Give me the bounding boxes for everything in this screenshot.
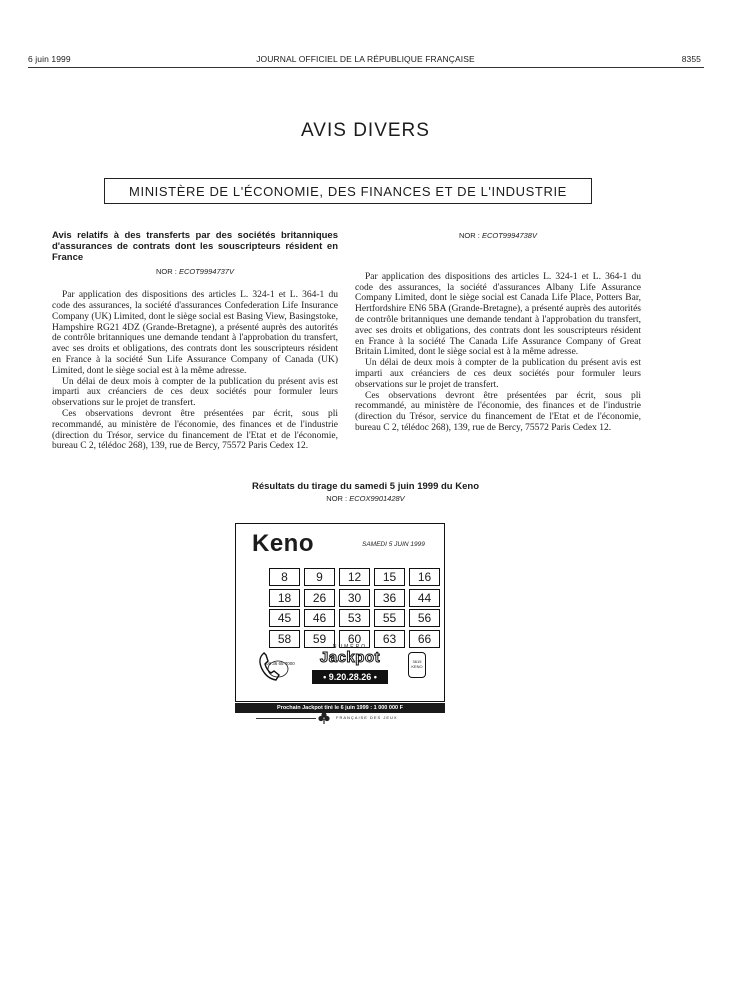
- paragraph: Par application des dispositions des articles L. 324-1 et L. 364-1 du code des assurances, la société d'assurances Albany Life Assurance Company Limited, dont le siège social est Canada Life Place, Potters Bar, Hertfordshire EN6 5BA (Grande-Bretagne), a présenté auprès des autorités de contrôle britanniques une demande tendant à l'approbation du transfert, avec ses droits et obligations, des contrats dont les souscripteurs résident en France à la société The Canada Life Assurance Company of Great Britain Limited, dont le siège social est à la même adresse.: [355, 271, 641, 358]
- keno-card: [235, 523, 445, 702]
- keno-nor-reference: [0, 494, 731, 503]
- keno-number: 30: [339, 589, 370, 607]
- nor-code: ECOT9994737V: [178, 267, 234, 277]
- keno-number: 26: [304, 589, 335, 607]
- keno-number: 36: [374, 589, 405, 607]
- nor-label: NOR :: [459, 231, 480, 240]
- paragraph: Ces observations devront être présentées par écrit, sous pli recommandé, au ministère de l'économie, des finances et de l'industrie (direction du Trésor, service du financement de l'Etat et de l'économie, bureau C 2, télédoc 268), 139, rue de Bercy, 75572 Paris Cedex 12.: [355, 390, 641, 433]
- notice-left: [52, 231, 338, 452]
- header-rule: [28, 67, 704, 68]
- notice-title: Avis relatifs à des transferts par des sociétés britanniques d'assurances de contrats dont les souscripteurs résident en France: [52, 230, 338, 263]
- jackpot-logo: Jackpot: [319, 649, 381, 666]
- ministry-heading: [104, 178, 592, 204]
- keno-number: 55: [374, 609, 405, 627]
- divider: [256, 718, 316, 719]
- keno-number-grid: [269, 568, 440, 648]
- keno-number: 46: [304, 609, 335, 627]
- keno-number: 45: [269, 609, 300, 627]
- phone-number: 08 36 65 7000: [266, 661, 295, 666]
- keno-number: 18: [269, 589, 300, 607]
- nor-code: ECOX9901428V: [349, 494, 405, 503]
- jackpot-numbers: • 9.20.28.26 •: [312, 670, 388, 684]
- minitel-label: 3615 KENO: [411, 659, 423, 669]
- fdj-label: FRANÇAISE DES JEUX: [336, 715, 398, 720]
- keno-number: 58: [269, 630, 300, 648]
- journal-title: JOURNAL OFFICIEL DE LA RÉPUBLIQUE FRANÇAISE: [256, 54, 475, 64]
- paragraph: Un délai de deux mois à compter de la publication du présent avis est imparti aux créanciers de ces deux sociétés pour formuler leurs observations sur le projet de transfert.: [355, 358, 641, 390]
- keno-number: 16: [409, 568, 440, 586]
- minitel-icon: [408, 652, 426, 678]
- keno-title: Résultats du tirage du samedi 5 juin 1999 du Keno: [252, 481, 479, 492]
- paragraph: Un délai de deux mois à compter de la publication du présent avis est imparti aux créanciers de ces deux sociétés pour formuler leurs observations sur le projet de transfert.: [52, 376, 338, 409]
- nor-reference: [52, 267, 338, 278]
- numero-label: NUMÉRO: [332, 644, 368, 650]
- nor-code: ECOT9994738V: [481, 231, 537, 240]
- jackpot-banner: Prochain Jackpot tiré le 6 juin 1999 : 1 000 000 F: [235, 703, 445, 713]
- keno-logo: Keno: [252, 530, 314, 557]
- keno-number: 15: [374, 568, 405, 586]
- keno-number: 9: [304, 568, 335, 586]
- nor-label: NOR :: [156, 267, 177, 277]
- page-number: 8355: [681, 54, 701, 64]
- nor-label: NOR :: [326, 494, 348, 503]
- section-title: AVIS DIVERS: [301, 120, 430, 141]
- keno-number: 53: [339, 609, 370, 627]
- keno-number: 12: [339, 568, 370, 586]
- keno-number: 59: [304, 630, 335, 648]
- notice-right: [355, 231, 641, 434]
- jackpot-panel: [310, 644, 390, 686]
- keno-number: 8: [269, 568, 300, 586]
- header-date: 6 juin 1999: [28, 54, 71, 64]
- ministry-label: MINISTÈRE DE L'ÉCONOMIE, DES FINANCES ET DE L'INDUSTRIE: [129, 183, 567, 199]
- keno-number: 44: [409, 589, 440, 607]
- clover-logo-icon: [318, 712, 330, 724]
- paragraph: Ces observations devront être présentées par écrit, sous pli recommandé, au ministère de l'économie, des finances et de l'industrie (direction du Trésor, service du financement de l'Etat et de l'économie, bureau C 2, télédoc 268), 139, rue de Bercy, 75572 Paris Cedex 12.: [52, 408, 338, 452]
- keno-number: 63: [374, 630, 405, 648]
- keno-draw-date: SAMEDI 5 JUIN 1999: [362, 541, 425, 548]
- keno-number: 66: [409, 630, 440, 648]
- keno-number: 56: [409, 609, 440, 627]
- nor-reference: [355, 231, 641, 242]
- paragraph: Par application des dispositions des articles L. 324-1 et L. 364-1 du code des assurances, la société d'assurances Confederation Life Insurance Company (UK) Limited, dont le siège social est Basing View, Basingstoke, Hampshire RG21 4DZ (Grande-Bretagne), a présenté auprès des autorités de contrôle britanniques une demande tendant à l'approbation du transfert, avec ses droits et obligations, des contrats dont les souscripteurs résident en France à la société Sun Life Assurance Company of Canada (UK) Limited, dont le siège social est à la même adresse.: [52, 290, 338, 376]
- keno-number: 60: [339, 630, 370, 648]
